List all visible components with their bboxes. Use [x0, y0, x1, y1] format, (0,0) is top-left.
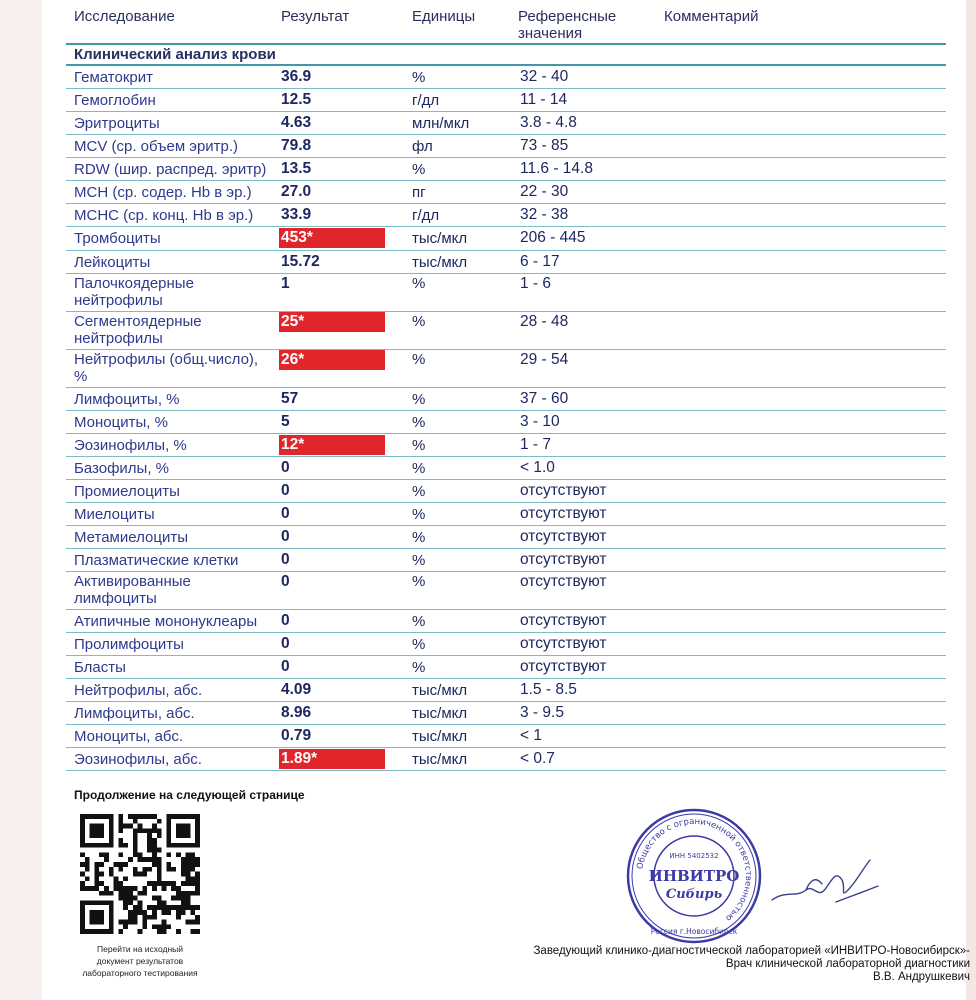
reference-range: 6 - 17 [520, 253, 560, 270]
result-value-flagged: 25* [279, 312, 385, 332]
table-row [66, 610, 946, 633]
result-value-flagged: 12* [279, 435, 385, 455]
units: г/дл [412, 92, 440, 109]
header-test: Исследование [74, 8, 175, 25]
test-name: Миелоциты [74, 506, 155, 523]
test-name: Лимфоциты, абс. [74, 705, 195, 722]
qr-caption-line: лабораторного тестирования [82, 968, 198, 978]
test-name: RDW (шир. распред. эритр) [74, 161, 267, 178]
test-name: Гемоглобин [74, 92, 156, 109]
table-row [66, 388, 946, 411]
units: пг [412, 184, 426, 201]
reference-range: 29 - 54 [520, 351, 569, 368]
reference-range: 1 - 7 [520, 436, 552, 453]
result-value: 0 [281, 551, 290, 568]
table-row [66, 434, 946, 457]
units: % [412, 391, 426, 408]
table-row [66, 526, 946, 549]
test-name: Лейкоциты [74, 254, 151, 271]
stamp-city: Россия г.Новосибирск [650, 927, 738, 936]
reference-range: < 1 [520, 727, 542, 744]
test-name: Гематокрит [74, 69, 153, 86]
test-name: Эритроциты [74, 115, 160, 132]
test-name: Палочкоядерные нейтрофилы [74, 275, 194, 309]
signoff-line: В.В. Андрушкевич [873, 971, 970, 983]
units: % [412, 437, 426, 454]
table-row [66, 748, 946, 771]
table-row [66, 274, 946, 312]
section-title: Клинический анализ крови [74, 46, 276, 63]
reference-range: 11.6 - 14.8 [520, 160, 593, 177]
test-name: Лимфоциты, % [74, 391, 180, 408]
units: тыс/мкл [412, 230, 468, 247]
units: % [412, 414, 426, 431]
result-value: 4.09 [281, 681, 312, 698]
result-value: 1 [281, 275, 290, 292]
signoff [450, 945, 970, 984]
units: тыс/мкл [412, 254, 468, 271]
result-value: 0 [281, 482, 290, 499]
result-value: 0 [281, 505, 290, 522]
test-name: Моноциты, % [74, 414, 168, 431]
units: % [412, 659, 426, 676]
result-value: 0 [281, 635, 290, 652]
reference-range: 32 - 40 [520, 68, 569, 85]
table-row [66, 411, 946, 434]
table-row [66, 251, 946, 274]
table-row [66, 227, 946, 251]
signature [766, 840, 886, 920]
table-row [66, 135, 946, 158]
table-row [66, 89, 946, 112]
units: % [412, 460, 426, 477]
stamp-brand: ИНВИТРО [648, 867, 740, 885]
units: тыс/мкл [412, 705, 468, 722]
test-name: Эозинофилы, абс. [74, 751, 202, 768]
section-divider [66, 43, 946, 45]
units: фл [412, 138, 433, 155]
header-units: Единицы [412, 8, 476, 25]
result-value-flagged: 1.89* [279, 749, 385, 769]
header-result: Результат [281, 8, 350, 25]
result-value-flagged: 26* [279, 350, 385, 370]
test-name: Базофилы, % [74, 460, 169, 477]
reference-range: < 0.7 [520, 750, 555, 767]
reference-range: 32 - 38 [520, 206, 569, 223]
qr-caption-line: документ результатов [96, 956, 184, 966]
reference-range: 11 - 14 [520, 91, 568, 108]
test-name: MCH (ср. содер. Hb в эр.) [74, 184, 252, 201]
reference-range: < 1.0 [520, 459, 555, 476]
units: % [412, 161, 426, 178]
reference-range: отсутствуют [520, 528, 607, 545]
units: тыс/мкл [412, 751, 468, 768]
reference-range: 37 - 60 [520, 390, 569, 407]
result-value: 5 [281, 413, 290, 430]
test-name: Пролимфоциты [74, 636, 184, 653]
table-row [66, 679, 946, 702]
reference-range: 73 - 85 [520, 137, 569, 154]
reference-range: отсутствуют [520, 658, 607, 675]
result-value-flagged: 453* [279, 228, 385, 248]
signoff-line: Врач клинической лабораторной диагностики [725, 958, 970, 970]
continue-note: Продолжение на следующей странице [74, 788, 305, 802]
header-comment: Комментарий [664, 8, 759, 25]
table-row [66, 725, 946, 748]
result-value: 0 [281, 612, 290, 629]
test-name: Активированные лимфоциты [74, 573, 191, 607]
units: млн/мкл [412, 115, 470, 132]
table-row [66, 312, 946, 350]
stamp-inn: ИНН 5402532 [669, 852, 719, 860]
table-header [66, 6, 946, 44]
units: % [412, 529, 426, 546]
test-name: Тромбоциты [74, 230, 161, 247]
result-value: 0 [281, 528, 290, 545]
result-value: 15.72 [281, 253, 320, 270]
result-value: 0 [281, 459, 290, 476]
test-name: Бласты [74, 659, 126, 676]
result-value: 4.63 [281, 114, 312, 131]
units: тыс/мкл [412, 728, 468, 745]
units: % [412, 506, 426, 523]
test-name: Атипичные мононуклеары [74, 613, 258, 630]
units: г/дл [412, 207, 440, 224]
test-name: Нейтрофилы (общ.число), % [74, 351, 259, 385]
reference-range: отсутствуют [520, 505, 607, 522]
units: % [412, 573, 426, 590]
result-value: 0 [281, 658, 290, 675]
reference-range: отсутствуют [520, 612, 607, 629]
result-value: 12.5 [281, 91, 312, 108]
units: % [412, 613, 426, 630]
qr-code[interactable] [80, 814, 200, 934]
reference-range: отсутствуют [520, 635, 607, 652]
reference-range: отсутствуют [520, 551, 607, 568]
units: % [412, 69, 426, 86]
reference-range: 3.8 - 4.8 [520, 114, 577, 131]
table-row [66, 633, 946, 656]
units: % [412, 275, 426, 292]
units: тыс/мкл [412, 682, 468, 699]
result-value: 0.79 [281, 727, 312, 744]
result-value: 13.5 [281, 160, 312, 177]
signoff-line: Заведующий клинико-диагностической лабораторией «ИНВИТРО-Новосибирск»- [533, 945, 970, 957]
stamp-brand-sub: Сибирь [665, 887, 723, 902]
table-row [66, 656, 946, 679]
test-name: Моноциты, абс. [74, 728, 184, 745]
reference-range: отсутствуют [520, 573, 607, 590]
test-name: Нейтрофилы, абс. [74, 682, 203, 699]
qr-caption-line: Перейти на исходный [96, 944, 184, 954]
table-row [66, 158, 946, 181]
reference-range: 1 - 6 [520, 275, 552, 292]
table-row [66, 350, 946, 388]
test-name: Метамиелоциты [74, 529, 188, 546]
reference-range: отсутствуют [520, 482, 607, 499]
table-row [66, 66, 946, 89]
table-row [66, 480, 946, 503]
table-row [66, 702, 946, 725]
result-value: 36.9 [281, 68, 312, 85]
test-name: MCHC (ср. конц. Hb в эр.) [74, 207, 254, 224]
test-name: Плазматические клетки [74, 552, 239, 569]
test-name: Эозинофилы, % [74, 437, 187, 454]
units: % [412, 636, 426, 653]
units: % [412, 313, 426, 330]
result-value: 0 [281, 573, 290, 590]
test-name: Сегментоядерные нейтрофилы [74, 313, 202, 347]
result-value: 79.8 [281, 137, 312, 154]
units: % [412, 483, 426, 500]
table-row [66, 457, 946, 480]
reference-range: 28 - 48 [520, 313, 569, 330]
results-table [66, 66, 946, 771]
result-value: 33.9 [281, 206, 312, 223]
table-row [66, 572, 946, 610]
result-value: 8.96 [281, 704, 312, 721]
table-row [66, 204, 946, 227]
units: % [412, 552, 426, 569]
page-right-margin [966, 0, 976, 1000]
test-name: MCV (ср. объем эритр.) [74, 138, 239, 155]
result-value: 27.0 [281, 183, 312, 200]
table-row [66, 549, 946, 572]
test-name: Промиелоциты [74, 483, 180, 500]
reference-range: 22 - 30 [520, 183, 569, 200]
table-row [66, 112, 946, 135]
reference-range: 1.5 - 8.5 [520, 681, 577, 698]
result-value: 57 [281, 390, 299, 407]
table-row [66, 181, 946, 204]
reference-range: 3 - 9.5 [520, 704, 564, 721]
lab-stamp [624, 806, 764, 946]
page-left-margin [0, 0, 42, 1000]
reference-range: 206 - 445 [520, 229, 586, 246]
table-row [66, 503, 946, 526]
header-reference: Референсные значения [518, 8, 617, 42]
stamp-ring-text: Общество с ограниченной ответственностью [635, 816, 754, 924]
qr-caption [66, 943, 214, 979]
units: % [412, 351, 426, 368]
reference-range: 3 - 10 [520, 413, 560, 430]
